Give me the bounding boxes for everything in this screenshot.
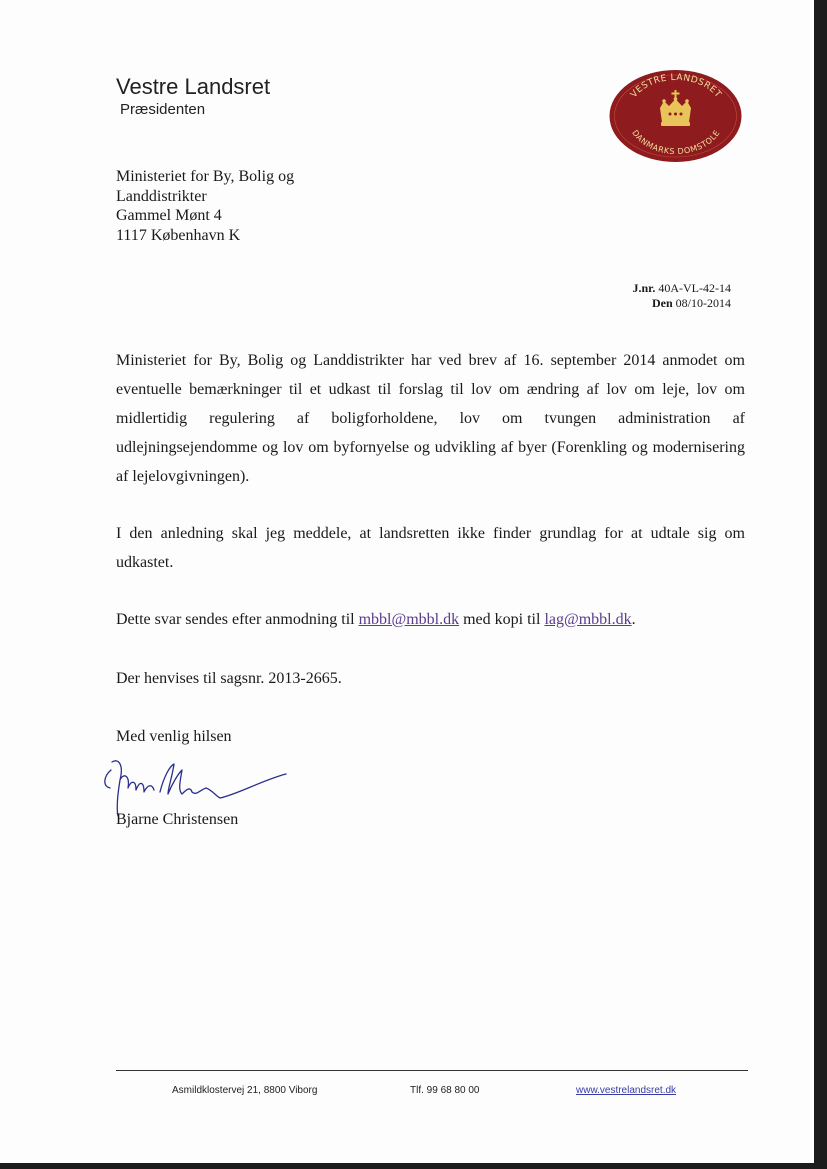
body-paragraph-1: Ministeriet for By, Bolig og Landdistrikter har ved brev af 16. september 2014 anmodet om eventuelle bemærkninger til et udkast til forslag til lov om ændring af lov om leje, lov om midlertidig regulering af boligforholdene, lov om tvungen administration af udlejningsejendomme og lov om byfornyelse og udvikling af byer (Forenkling og modernisering af lejelovgivningen). [116,352,745,485]
seal-text-bottom: DANMARKS DOMSTOLE [630,128,722,157]
email-link-lag[interactable]: lag@mbbl.dk [544,611,632,628]
recipient-address [116,167,294,245]
reference-block [632,281,731,311]
footer-phone: Tlf. 99 68 80 00 [410,1085,480,1096]
body-paragraph-3: Dette svar sendes efter anmodning til mbbl@mbbl.dk med kopi til lag@mbbl.dk. [116,611,636,628]
signer-name: Bjarne Christensen [116,811,239,828]
footer-address: Asmildklostervej 21, 8800 Viborg [172,1085,318,1096]
date-label: Den [651,296,673,310]
recipient-line: Landdistrikter [116,187,207,205]
journal-number: 40A-VL-42-14 [658,281,731,295]
letter-date: 08/10-2014 [675,296,731,310]
seal-text-top: VESTRE LANDSRET [629,72,723,100]
scan-border-right [814,0,827,1169]
footer-divider [116,1070,748,1071]
body-paragraph-2: I den anledning skal jeg meddele, at landsretten ikke finder grundlag for at udtale sig om udkastet. [116,525,745,571]
recipient-line: Gammel Mønt 4 [116,207,222,224]
court-name: Vestre Landsret [116,74,271,99]
journal-label: J.nr. [632,281,656,295]
closing-line: Med venlig hilsen [116,728,232,745]
court-seal-logo [608,68,743,164]
recipient-line: Ministeriet for By, Bolig og [116,168,295,185]
body-paragraph-4: Der henvises til sagsnr. 2013-2665. [116,670,342,687]
recipient-line: 1117 København K [116,226,241,244]
email-link-mbbl[interactable]: mbbl@mbbl.dk [358,611,460,628]
court-subtitle: Præsidenten [120,101,206,118]
footer-website-link[interactable]: www.vestrelandsret.dk [576,1085,677,1096]
scan-border-bottom [0,1163,827,1169]
